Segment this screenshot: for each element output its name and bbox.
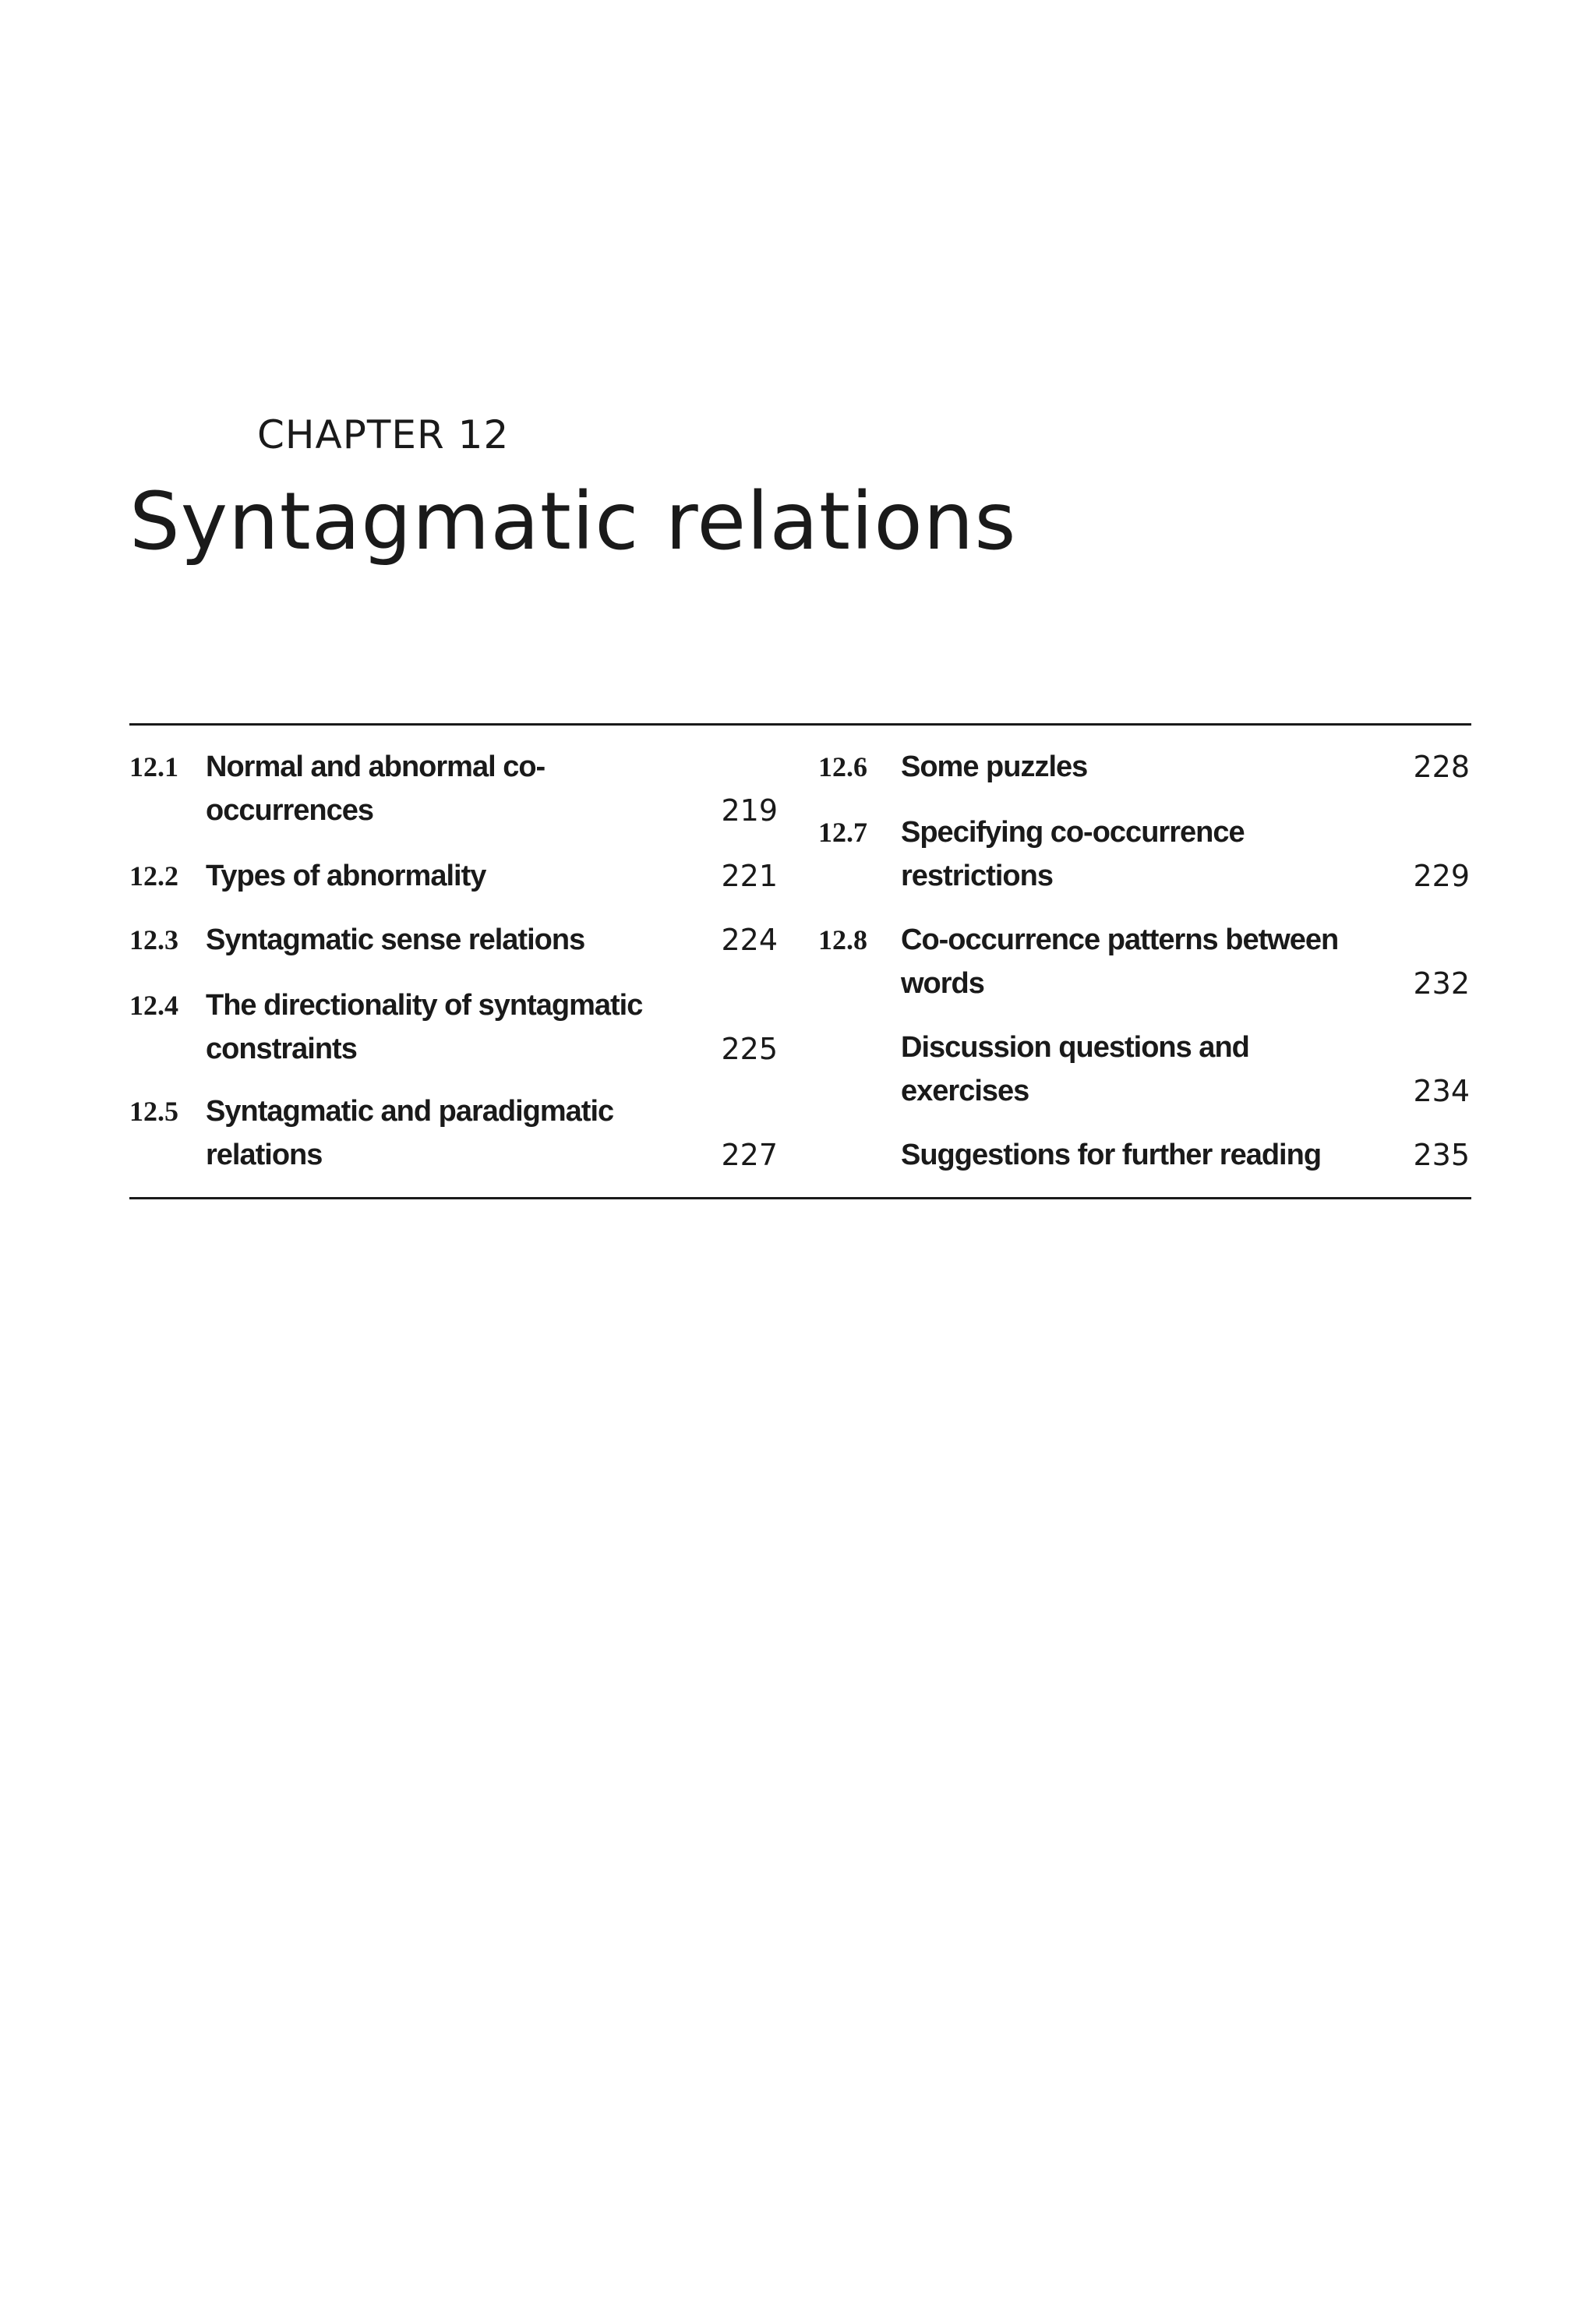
toc-page-number: 235 [1413, 1138, 1470, 1172]
toc-section-number: 12.6 [818, 751, 867, 782]
toc-section-title: Specifying co-occurrence restrictions [901, 816, 1245, 892]
toc-section-number: 12.2 [129, 860, 178, 892]
toc-section-title: Types of abnormality [206, 860, 486, 892]
toc-section-title: Suggestions for further reading [901, 1139, 1322, 1171]
toc-section-title: Syntagmatic sense relations [206, 923, 585, 956]
toc-page-number: 219 [721, 793, 778, 828]
toc-section-title: Some puzzles [901, 750, 1088, 783]
toc-page-number: 227 [721, 1138, 778, 1172]
toc-section-title: Co-occurrence patterns between words [901, 923, 1339, 1000]
toc-section-title: Normal and abnormal co- occurrences [206, 750, 546, 827]
toc-section-number: 12.4 [129, 990, 178, 1021]
chapter-label: CHAPTER 12 [257, 412, 510, 457]
chapter-title: Syntagmatic relations [129, 475, 1017, 568]
toc-page-number: 234 [1413, 1074, 1470, 1108]
toc-section-title: Discussion questions and exercises [901, 1031, 1249, 1107]
toc-page-number: 221 [721, 859, 778, 893]
toc-page-number: 232 [1413, 966, 1470, 1001]
toc-section-number: 12.1 [129, 751, 178, 782]
toc-section-number: 12.8 [818, 924, 867, 955]
toc-bottom-rule [129, 1197, 1471, 1199]
toc-page-number: 225 [721, 1032, 778, 1066]
toc-top-rule [129, 723, 1471, 726]
toc-section-title: Syntagmatic and paradigmatic relations [206, 1095, 614, 1171]
toc-section-number: 12.3 [129, 924, 178, 955]
toc-page-number: 224 [721, 923, 778, 957]
toc-section-title: The directionality of syntagmatic constraints [206, 989, 643, 1065]
toc-section-number: 12.5 [129, 1096, 178, 1127]
toc-section-number: 12.7 [818, 817, 867, 848]
toc-page-number: 228 [1413, 750, 1470, 784]
toc-page-number: 229 [1413, 859, 1470, 893]
